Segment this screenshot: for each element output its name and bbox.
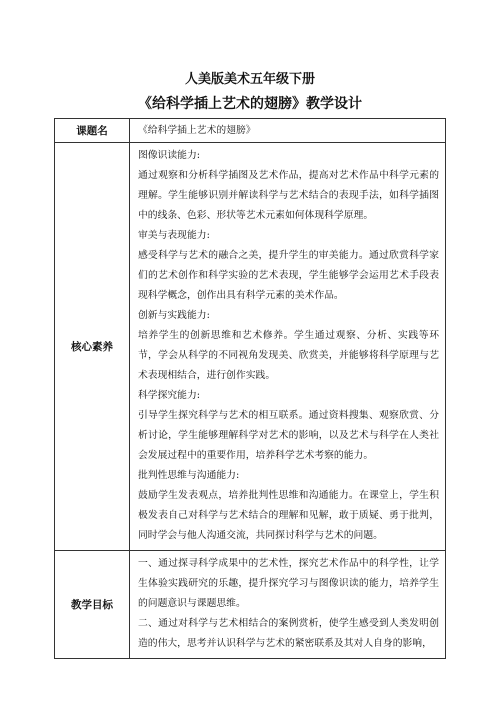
section-heading: 批判性思维与沟通能力: xyxy=(138,470,240,481)
section-text: 鼓励学生发表观点，培养批判性思维和沟通能力。在课堂上，学生积极发表自己对科学与艺术结合的理解和见解，敢于质疑、勇于批判，同时学会与他人沟通交流，共同探讨科学与艺术的问题。 xyxy=(138,490,439,541)
table-row xyxy=(55,119,446,143)
section-text: 培养学生的创新思维和艺术修养。学生通过观察、分析、实践等环节，学会从科学的不同视角发现美、欣赏美，并能够将科学原理与艺术表现相结合，进行创作实践。 xyxy=(138,330,439,381)
lesson-plan-table xyxy=(54,118,446,659)
section-text: 通过观察和分析科学插图及艺术作品，提高对艺术作品中科学元素的理解。学生能够识别并解读科学与艺术结合的表现手法，如科学插图中的线条、色彩、形状等艺术元素如何体现科学原理。 xyxy=(138,170,439,221)
section-heading: 图像识读能力: xyxy=(138,150,201,161)
topic-label: 课题名 xyxy=(55,119,130,143)
objectives-label: 教学目标 xyxy=(55,551,130,659)
section-text: 感受科学与艺术的融合之美，提升学生的审美能力。通过欣赏科学家们的艺术创作和科学实验的艺术表现，学生能够学会运用艺术手段表现科学概念，创作出具有科学元素的美术作品。 xyxy=(138,250,439,301)
objectives-content xyxy=(130,551,446,659)
objective-item: 二、通过对科学与艺术相结合的案例赏析，使学生感受到人类发明创造的伟大，思考并认识科学与艺术的紧密联系及其对人自身的影响， xyxy=(138,618,439,649)
topic-value: 《给科学插上艺术的翅膀》 xyxy=(130,119,446,143)
section-heading: 创新与实践能力: xyxy=(138,310,210,321)
core-literacy-content xyxy=(130,143,446,551)
document-title: 《给科学插上艺术的翅膀》教学设计 xyxy=(138,96,362,112)
grade-subtitle: 人美版美术五年级下册 xyxy=(184,72,315,87)
section-text: 引导学生探究科学与艺术的相互联系。通过资料搜集、观察欣赏、分析讨论，学生能够理解科学对艺术的影响，以及艺术与科学在人类社会发展过程中的重要作用，培养科学艺术考察的能力。 xyxy=(138,410,439,461)
table-row xyxy=(55,551,446,659)
objective-item: 一、通过探寻科学成果中的艺术性，探究艺术作品中的科学性，让学生体验实践研究的乐趣，提升探究学习与图像识读的能力，培养学生的问题意识与课题思维。 xyxy=(138,558,439,609)
section-heading: 审美与表现能力: xyxy=(138,230,210,241)
table-row xyxy=(55,143,446,551)
section-heading: 科学探究能力: xyxy=(138,390,201,401)
core-literacy-label: 核心素养 xyxy=(55,143,130,551)
